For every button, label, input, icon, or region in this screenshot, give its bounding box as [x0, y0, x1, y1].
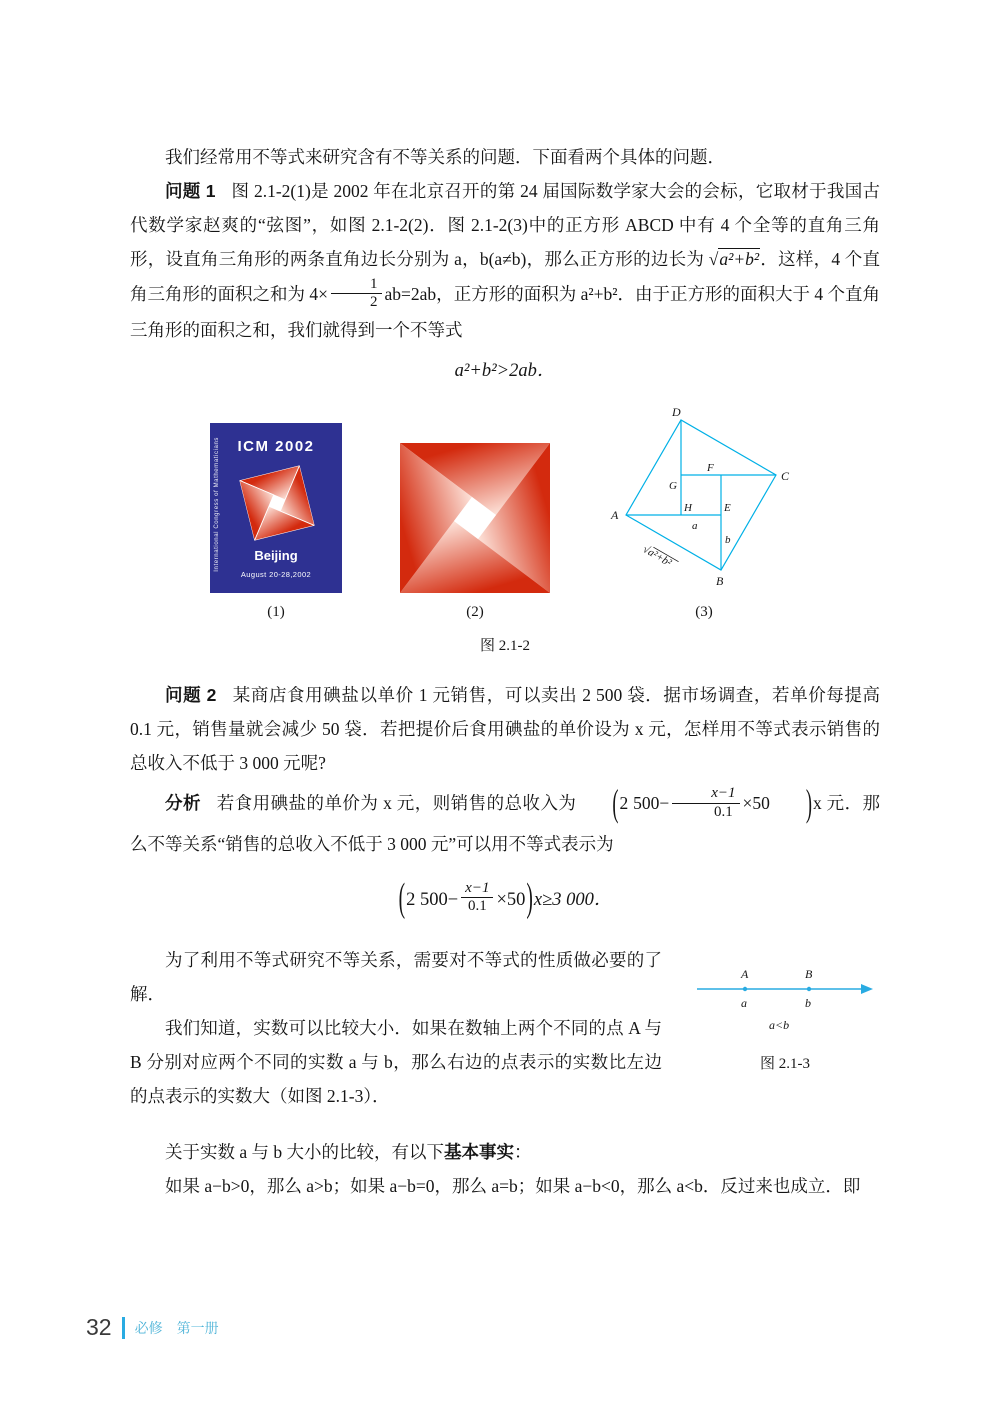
facts-pre: 关于实数 a 与 b 大小的比较，有以下	[165, 1142, 445, 1163]
analysis-frac-num: x−1	[672, 785, 739, 803]
left-paren: (	[398, 877, 406, 921]
figure-chord-pinwheel	[400, 443, 550, 620]
figure-2-1-2	[130, 403, 880, 620]
intro-text: 我们经常用不等式来研究含有不等关系的问题．下面看两个具体的问题．	[165, 147, 725, 167]
formula-coef: 2 500−	[406, 889, 459, 910]
point-B-dot	[806, 986, 810, 990]
right-paren: )	[526, 877, 533, 921]
problem2-paragraph	[130, 678, 880, 780]
label-relation: a<b	[768, 1017, 789, 1032]
problem2-text: 某商店食用碘盐以单价 1 元销售，可以卖出 2 500 袋．据市场调查，若单价每提高 0.1 元，销售量就会减少 50 袋．若把提价后食用碘盐的单价设为 x 元，怎样用不等式表示销售的总收入不低于 3 000 元呢?	[130, 684, 880, 773]
label-B: B	[716, 574, 724, 589]
intro-paragraph	[130, 140, 880, 174]
analysis-times: ×50	[742, 793, 770, 814]
fraction-denominator: 2	[370, 293, 378, 310]
figure-2-1-3-caption: 图 2.1-3	[760, 1055, 810, 1072]
label-a: a	[740, 995, 747, 1010]
properties-text-2: 我们知道，实数可以比较大小．如果在数轴上两个不同的点 A 与 B 分别对应两个不同的实数 a 与 b，那么右边的点表示的实数比左边的点表示的实数大（如图 2.1-3）．	[130, 1017, 662, 1107]
problem1-label: 问题 1	[165, 181, 216, 202]
figure-icm-poster	[210, 423, 342, 620]
square-abcd-diagram	[608, 403, 800, 593]
label-b: b	[804, 995, 811, 1010]
label-A: A	[611, 508, 619, 523]
label-B: B	[804, 966, 812, 981]
properties-text-1: 为了利用不等式研究不等关系，需要对不等式的性质做必要的了解．	[130, 949, 662, 1004]
poster-city: Beijing	[254, 548, 298, 564]
page-number: 32	[86, 1314, 112, 1340]
page-footer	[86, 1314, 219, 1341]
label-F: F	[707, 462, 714, 475]
figure-2-1-3	[690, 961, 880, 1079]
figure-sublabel-1: (1)	[267, 604, 285, 621]
label-H: H	[684, 502, 692, 515]
label-D: D	[672, 405, 681, 420]
analysis-coef: 2 500−	[619, 793, 670, 814]
analysis-label: 分析	[165, 793, 201, 814]
right-paren: )	[805, 782, 813, 824]
figure-sublabel-3: (3)	[695, 604, 713, 621]
basic-facts-detail	[130, 1169, 880, 1203]
analysis-text-2: x 元．那么不等关系“销售的总收入不低于 3 000 元”可以用不等式表示为	[130, 793, 881, 855]
inequality-formula: a²+b²>2ab．	[454, 361, 556, 382]
figure-sublabel-2: (2)	[466, 604, 484, 621]
problem2-label: 问题 2	[165, 684, 217, 705]
hypotenuse-label-group	[641, 544, 679, 573]
problem1-text-3: ab=2ab，正方形的面积为 a²+b²．由于正方形的面积大于 4 个直角三角形的面积之和，我们就得到一个不等式	[130, 283, 880, 341]
analysis-paragraph	[130, 784, 880, 865]
formula-frac-num: x−1	[461, 880, 493, 898]
icm-poster	[210, 423, 342, 593]
problem1-text-2: ．这样，4 个直角三角形的面积之和为 4×	[130, 249, 880, 304]
fraction-one-half	[331, 276, 382, 312]
footer-accent-bar	[122, 1317, 125, 1339]
formula-frac-den: 0.1	[467, 898, 487, 915]
hypotenuse-label: √a²+b²	[640, 543, 674, 570]
label-a: a	[692, 520, 698, 533]
figure-2-1-2-caption: 图 2.1-2	[480, 638, 530, 655]
problem1-paragraph	[130, 174, 880, 347]
poster-dates: August 20-28,2002	[240, 569, 312, 579]
number-line-diagram	[693, 961, 878, 1035]
radicand: a²+b²	[719, 249, 760, 270]
figure-geometry-diagram	[608, 403, 800, 620]
analysis-text-1: 若食用碘盐的单价为 x 元，则销售的总收入为	[216, 793, 577, 814]
formula-tail: x≥3 000．	[533, 889, 613, 910]
label-A: A	[740, 966, 748, 981]
label-G: G	[669, 480, 677, 493]
arrowhead-icon	[861, 984, 873, 994]
facts-term: 基本事实	[444, 1142, 515, 1163]
formula-fraction	[461, 880, 493, 916]
poster-pinwheel-emblem	[239, 466, 314, 541]
radical-sign: √	[708, 249, 719, 270]
footer-book-label: 必修 第一册	[134, 1319, 219, 1336]
revenue-inequality-formula	[130, 877, 880, 921]
chord-pinwheel-diagram	[400, 443, 550, 593]
left-paren: (	[612, 782, 619, 824]
fraction-numerator: 1	[331, 276, 382, 294]
facts-detail-text: 如果 a−b>0，那么 a>b；如果 a−b=0，那么 a=b；如果 a−b<0，那么 a<b．反过来也成立．即	[165, 1176, 861, 1197]
point-A-dot	[742, 986, 746, 990]
properties-section	[130, 943, 880, 1114]
label-C: C	[781, 469, 790, 484]
poster-side-text: International Congress of Mathematicians	[214, 437, 220, 573]
formula-times: ×50	[496, 889, 526, 910]
poster-title: ICM 2002	[237, 438, 315, 456]
problem1-text-1: 图 2.1-2(1)是 2002 年在北京召开的第 24 届国际数学家大会的会标，它取材于我国古代数学家赵爽的“弦图”，如图 2.1-2(2)．图 2.1-2(3)中的正方形 ABCD 中有 4 个全等的直角三角形，设直角三角形的两条直角边长分别为 a，b(a≠b)，那么正方形的边长为	[130, 181, 880, 270]
analysis-fraction	[672, 785, 739, 821]
basic-facts-intro	[130, 1135, 880, 1169]
analysis-frac-den: 0.1	[714, 803, 733, 820]
sqrt-expression	[709, 248, 760, 269]
facts-post: ：	[514, 1142, 532, 1163]
label-E: E	[724, 502, 731, 515]
label-b: b	[725, 534, 731, 547]
